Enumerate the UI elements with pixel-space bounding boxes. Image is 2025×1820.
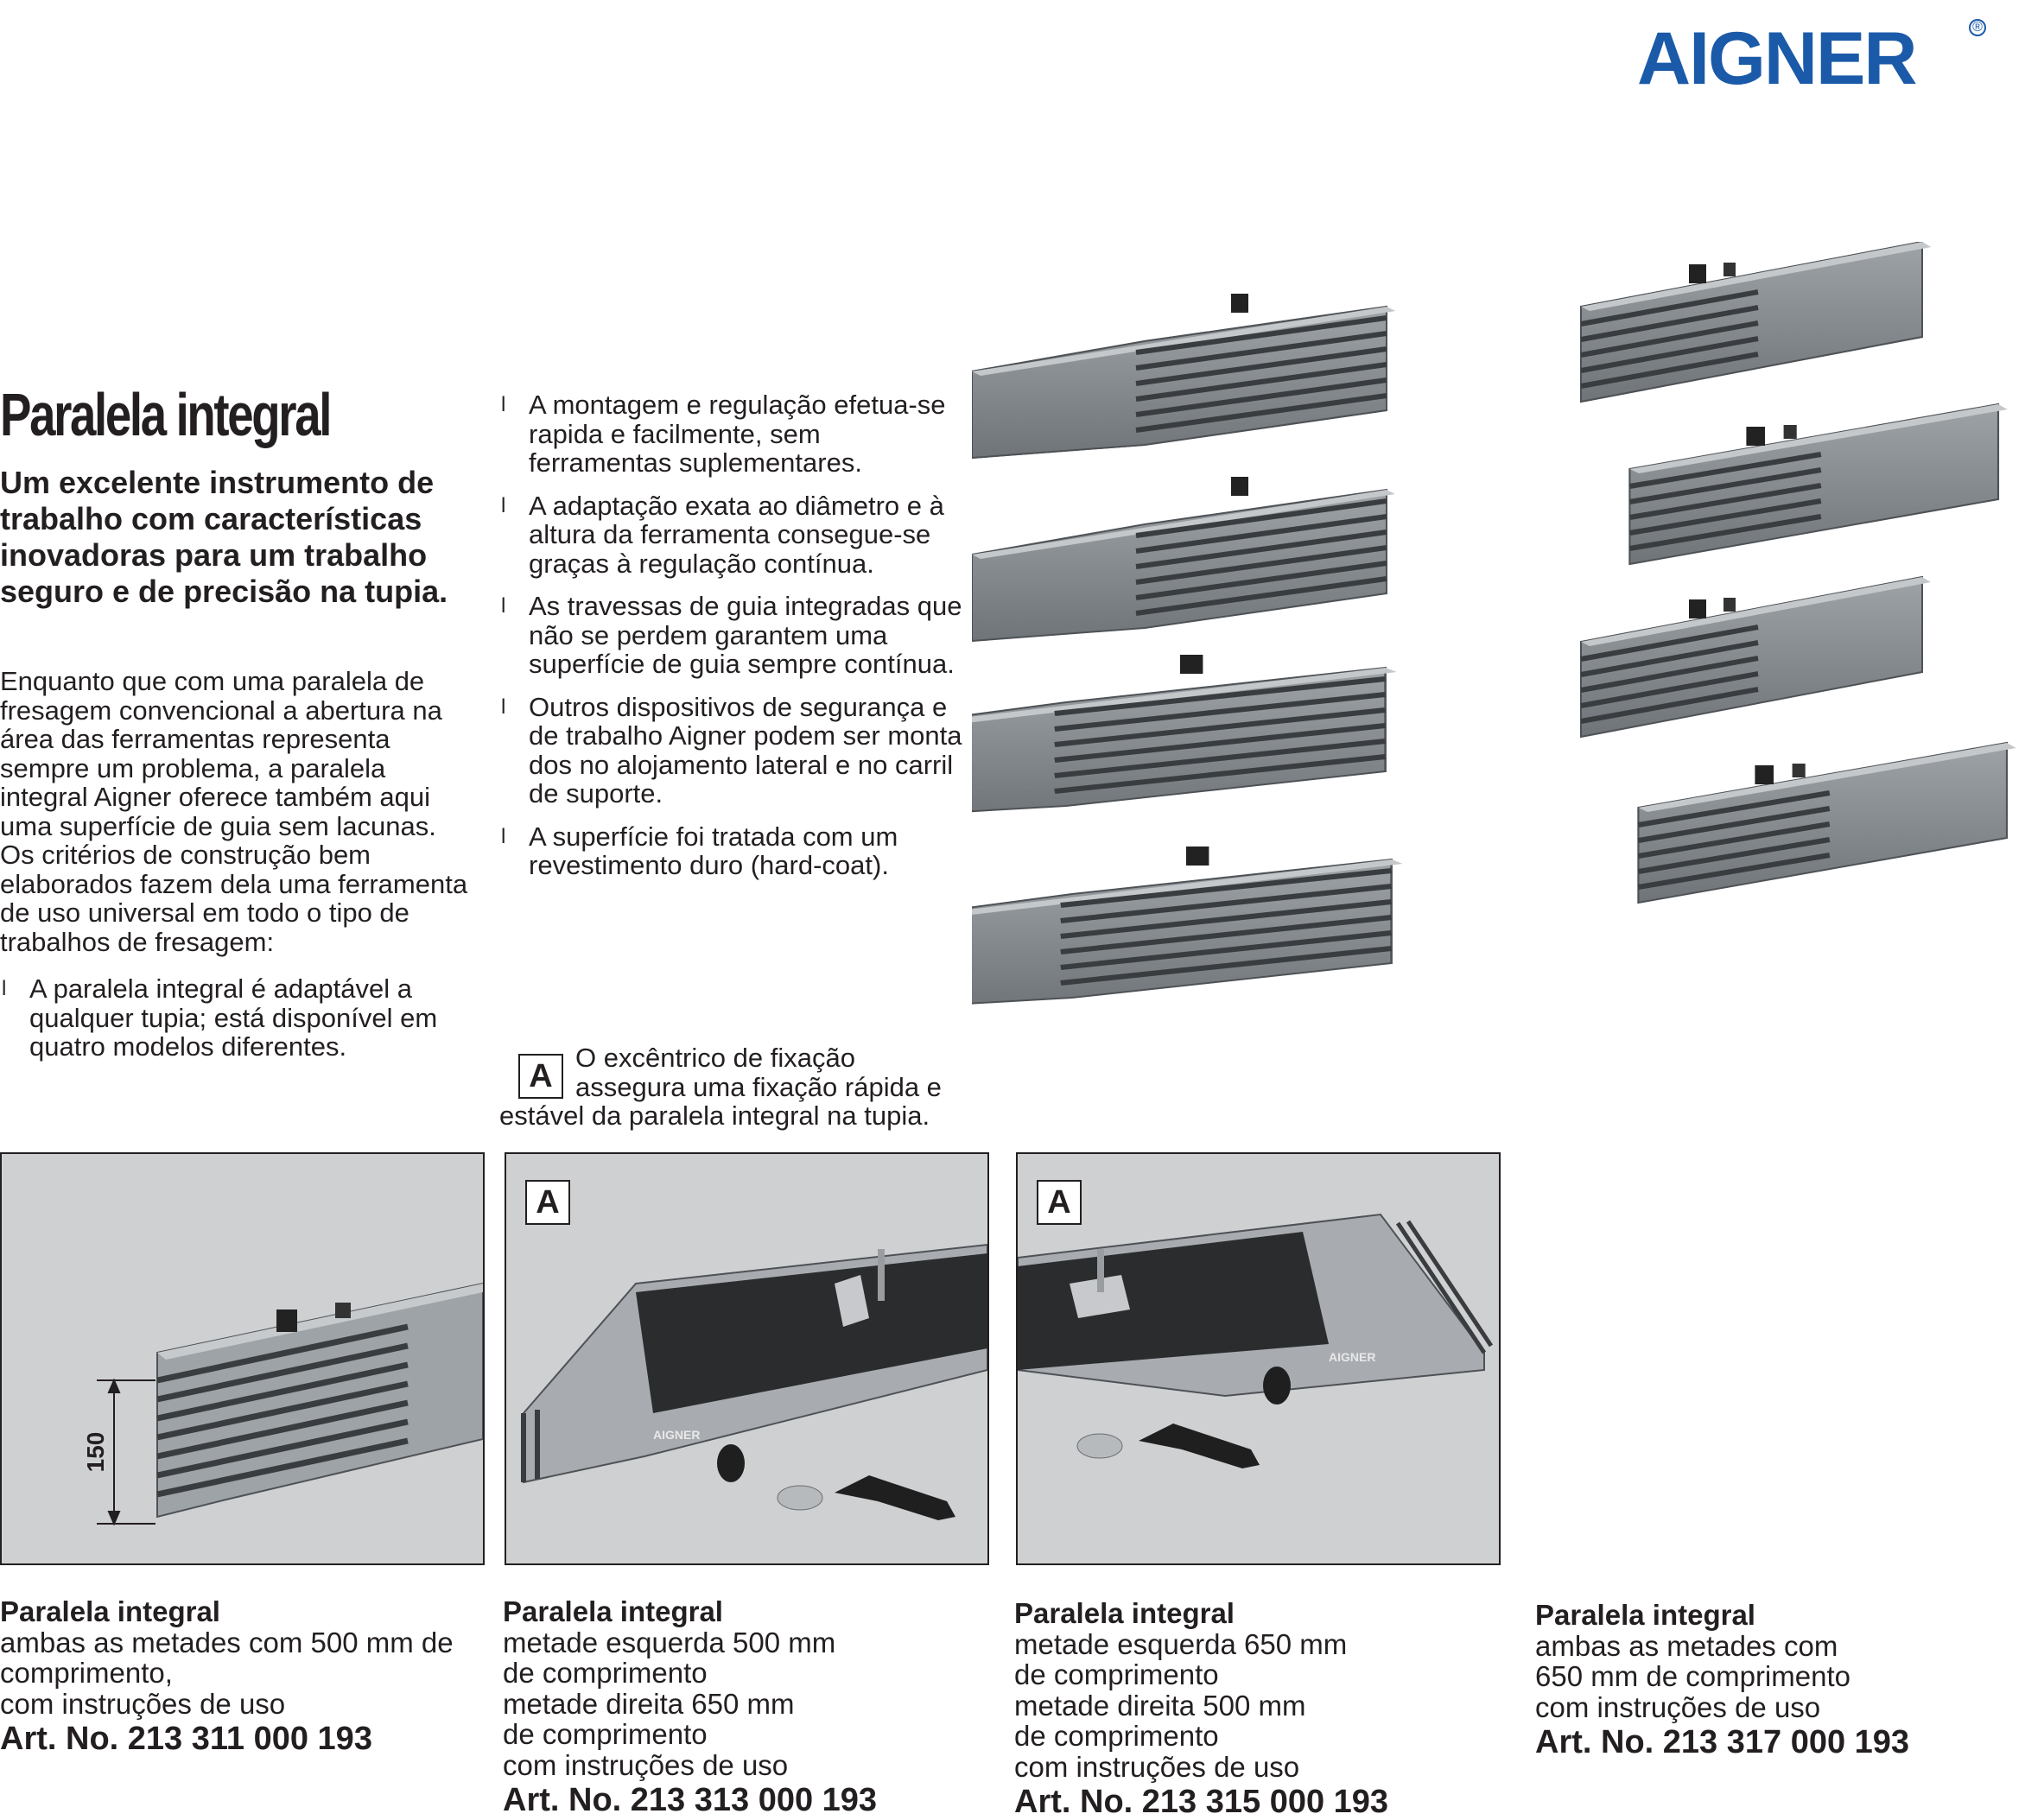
article-number: Art. No. 213 311 000 193 [0,1721,372,1757]
product-caption [1535,1600,2019,1759]
product-name: Paralela integral [1014,1597,1235,1629]
article-number: Art. No. 213 315 000 193 [1014,1784,1389,1820]
intro-paragraph: Enquanto que com uma paralela de fresagem convencional a abertura na área das ferramentas representa sempre um problema, a paralela integral Aigner oferece também aqui uma superfície de guia sem lacunas. Os critérios de construção bem elaborados fazem dela uma ferramenta de uso universal em todo o tipo de trabalhos de fresagem: [0,666,468,957]
lead-paragraph: Um excelente instrumento de trabalho com características inovadoras para um trabalho seguro e de precisão na tupia. [0,465,448,609]
marker-a: A [518,1054,563,1099]
product-spec-line: comprimento, [0,1657,173,1689]
photo-fence-detail [0,1152,485,1565]
feature-list-col1 [0,974,471,1075]
product-caption [1014,1598,1498,1818]
product-name: Paralela integral [0,1595,220,1627]
product-spec-line: com instruções de uso [1014,1750,1300,1783]
article-number: Art. No. 213 313 000 193 [503,1782,878,1818]
callout-note [499,1043,970,1131]
article-number: Art. No. 213 317 000 193 [1535,1724,1910,1760]
marker-a: A [525,1180,570,1225]
product-spec-line: de comprimento [503,1718,708,1750]
product-spec-line: metade esquerda 650 mm [1014,1627,1348,1660]
product-hero-image [972,242,2025,1132]
page-title: Paralela integral [0,381,331,448]
clamp-illustration [506,1154,987,1563]
feature-item: l A paralela integral é adaptável a qualquer tupia; está disponível em quatro modelos diferentes. [0,974,471,1062]
product-spec-line: 650 mm de comprimento [1535,1660,1850,1692]
product-spec-line: de comprimento [1014,1658,1219,1690]
photo-clamp-left [505,1152,989,1565]
product-spec-line: de comprimento [503,1657,708,1689]
fence-illustration [2,1154,483,1563]
registered-mark: ® [1969,19,1986,36]
product-spec-line: de comprimento [1014,1720,1219,1752]
feature-item: l Outros dispositivos de segurança e de trabalho Aigner podem ser monta dos no alojamento lateral e no carril de suporte. [499,693,966,809]
product-spec-line: ambas as metades com 500 mm de [0,1626,454,1658]
product-spec-line: com instruções de uso [503,1748,789,1781]
fence-brand-label: AIGNER [653,1428,701,1442]
logo-wordmark: AIGNER [1637,17,1916,100]
feature-list-col2 [499,390,966,894]
product-spec-line: metade direita 650 mm [503,1687,795,1720]
feature-item: l A adaptação exata ao diâmetro e à altura da ferramenta consegue-se graças à regulação contínua. [499,491,966,579]
aigner-logo [1637,17,1983,100]
product-caption [503,1596,987,1817]
dimension-label: 150 [82,1431,109,1473]
marker-a: A [1037,1180,1082,1225]
feature-item: l As travessas de guia integradas que não se perdem garantem uma superfície de guia sempre contínua. [499,592,966,679]
product-spec-line: metade esquerda 500 mm [503,1626,836,1658]
photo-clamp-right [1016,1152,1501,1565]
callout-text: O excêntrico de fixação assegura uma fixação rápida e estável da paralela integral na tupia. [499,1043,942,1131]
product-name: Paralela integral [503,1595,723,1627]
clamp-illustration [1018,1154,1499,1563]
product-spec-line: metade direita 500 mm [1014,1689,1306,1722]
product-spec-line: com instruções de uso [1535,1690,1821,1723]
fence-brand-label: AIGNER [1329,1350,1376,1364]
product-name: Paralela integral [1535,1599,1755,1631]
feature-item: l A superfície foi tratada com um revestimento duro (hard-coat). [499,822,966,880]
product-caption [0,1596,484,1755]
product-spec-line: ambas as metades com [1535,1629,1838,1662]
feature-item: l A montagem e regulação efetua-se rapida e facilmente, sem ferramentas suplementares. [499,390,966,478]
product-spec-line: com instruções de uso [0,1687,286,1720]
